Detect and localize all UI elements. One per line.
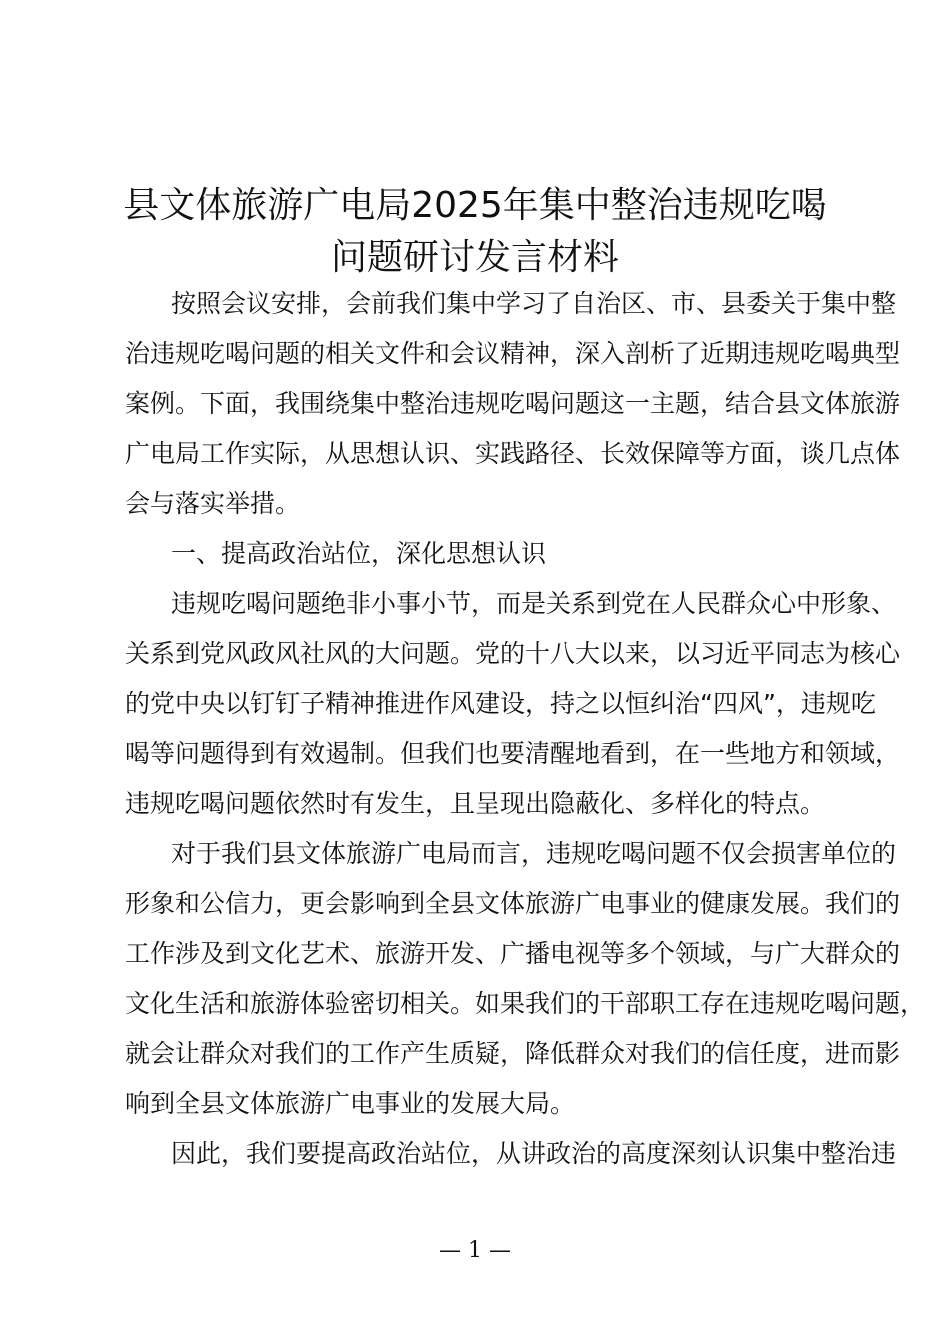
text-line: 响到全县文体旅游广电事业的发展大局。 <box>125 1089 576 1118</box>
text-line: 按照会议安排，会前我们集中学习了自治区、市、县委关于集中整 <box>171 289 897 318</box>
title-line: 县文体旅游广电局2025年集中整治违规吃喝 <box>123 185 827 226</box>
text-line: 违规吃喝问题绝非小事小节，而是关系到党在人民群众心中形象、 <box>171 589 897 618</box>
text-line: 会与落实举措。 <box>125 489 301 518</box>
text-line: 因此，我们要提高政治站位，从讲政治的高度深刻认识集中整治违 <box>171 1139 897 1168</box>
title-line: 问题研讨发言材料 <box>330 237 619 278</box>
text-line: 关系到党风政风社风的大问题。党的十八大以来，以习近平同志为核心 <box>125 639 901 668</box>
document-title <box>0 180 950 284</box>
text-line: 违规吃喝问题依然时有发生，且呈现出隐蔽化、多样化的特点。 <box>125 789 826 818</box>
text-line: 就会让群众对我们的工作产生质疑，降低群众对我们的信任度，进而影 <box>125 1039 901 1068</box>
section-heading <box>125 529 832 579</box>
paragraph <box>125 579 901 829</box>
text-line: 形象和公信力，更会影响到全县文体旅游广电事业的健康发展。我们的 <box>125 889 901 918</box>
text-line: 工作涉及到文化艺术、旅游开发、广播电视等多个领域，与广大群众的 <box>125 939 901 968</box>
text-line: 治违规吃喝问题的相关文件和会议精神，深入剖析了近期违规吃喝典型 <box>125 339 901 368</box>
document-body <box>125 279 926 1179</box>
text-line: 对于我们县文体旅游广电局而言，违规吃喝问题不仅会损害单位的 <box>171 839 897 868</box>
text-line: 喝等问题得到有效遏制。但我们也要清醒地看到，在一些地方和领域， <box>125 739 901 768</box>
text-line: 案例。下面，我围绕集中整治违规吃喝问题这一主题，结合县文体旅游 <box>125 389 901 418</box>
text-line: 广电局工作实际，从思想认识、实践路径、长效保障等方面，谈几点体 <box>125 439 901 468</box>
paragraph <box>125 829 926 1129</box>
page-number: — 1 — <box>439 1238 511 1263</box>
text-line: 的党中央以钉钉子精神推进作风建设，持之以恒纠治“四风”，违规吃 <box>125 689 876 718</box>
paragraph <box>125 279 901 529</box>
text-line: 一、提高政治站位，深化思想认识 <box>171 539 547 568</box>
text-line: 文化生活和旅游体验密切相关。如果我们的干部职工存在违规吃喝问题， <box>125 989 926 1018</box>
paragraph <box>125 1129 897 1179</box>
